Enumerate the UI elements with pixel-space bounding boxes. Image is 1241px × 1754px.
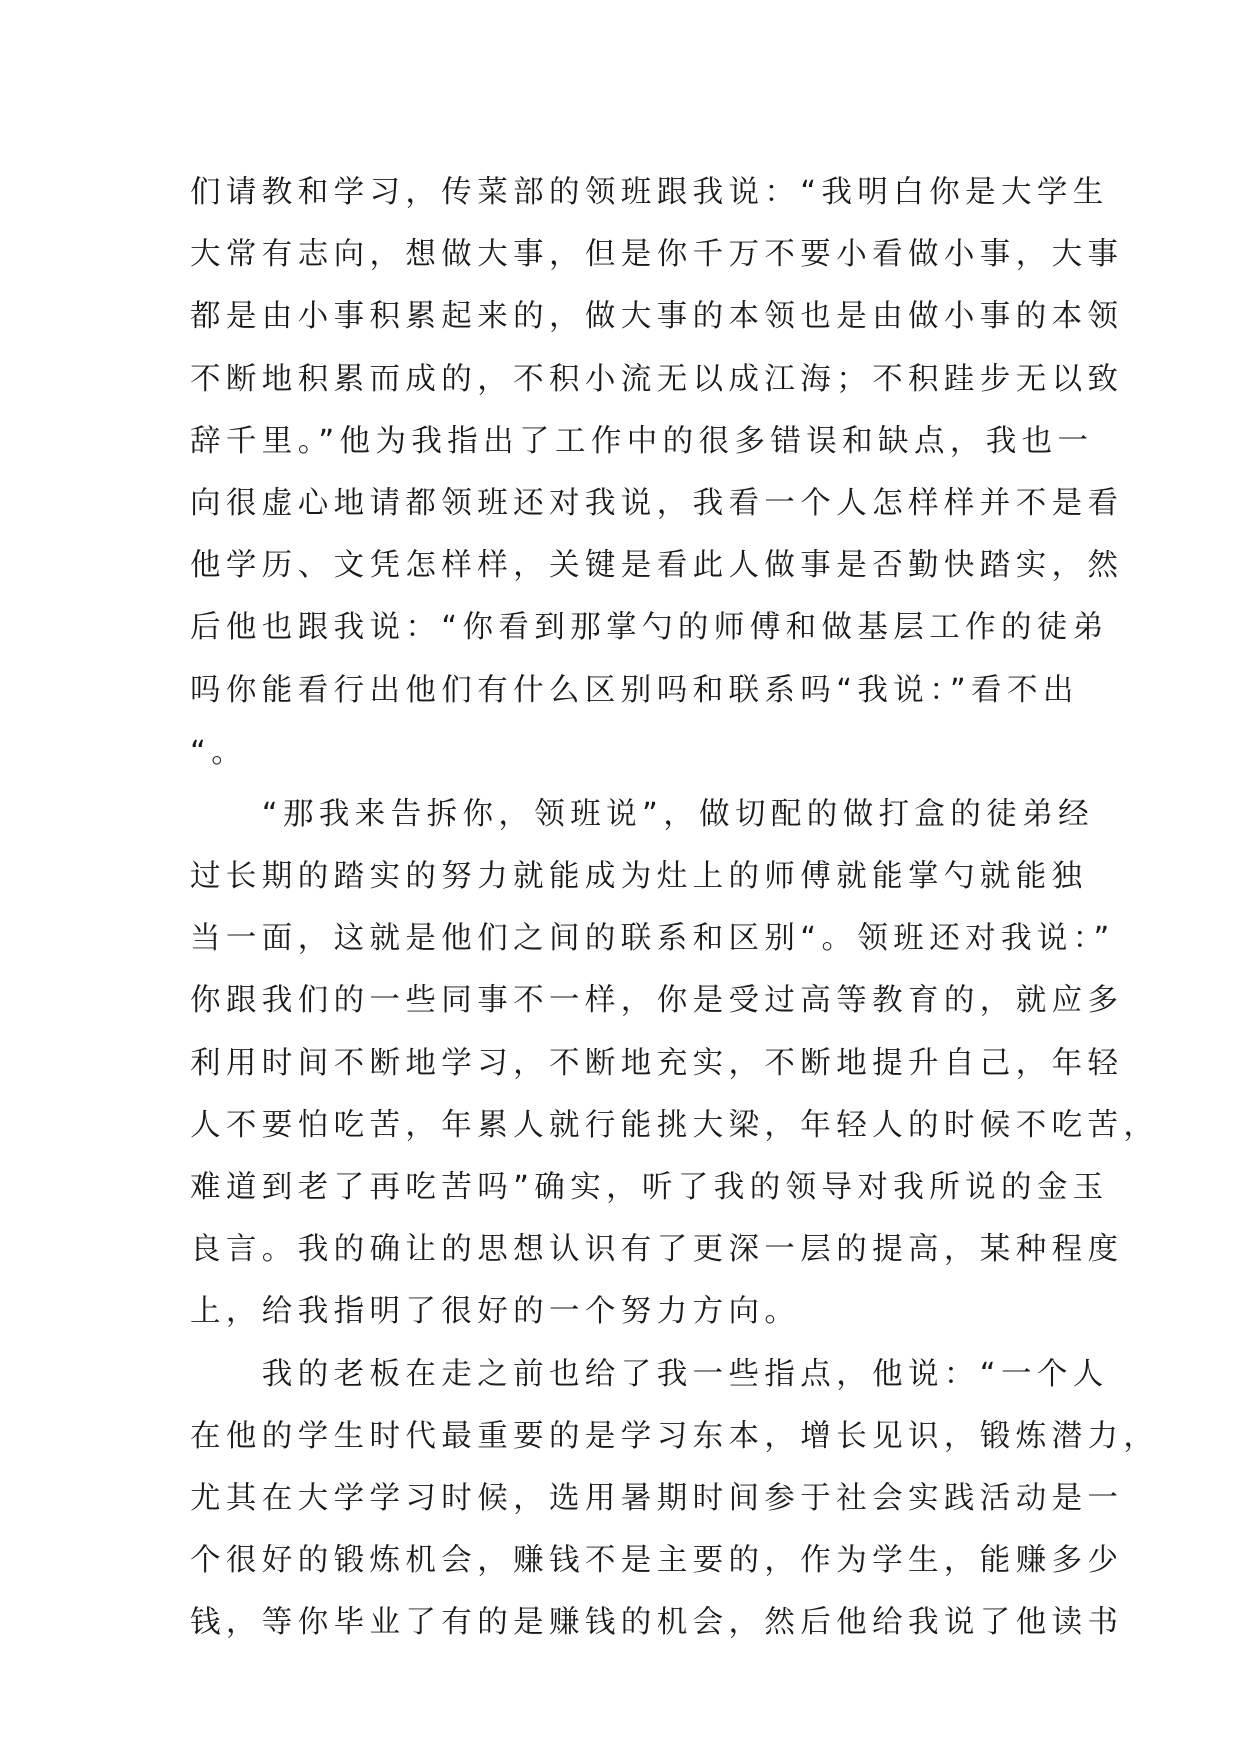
text-line: 大常有志向，想做大事，但是你千万不要小看做小事，大事	[190, 237, 1124, 273]
text-line: 向很虚心地请都领班还对我说，我看一个人怎样样并不是看	[190, 485, 1124, 521]
text-line: 良言。我的确让的思想认识有了更深一层的提高，某种程度	[190, 1232, 1124, 1268]
text-line: 人不要怕吃苦，年累人就行能挑大梁，年轻人的时候不吃苦，	[190, 1107, 1160, 1143]
body-text	[190, 162, 1160, 1655]
text-line: 都是由小事积累起来的，做大事的本领也是由做小事的本领	[190, 299, 1124, 335]
text-line: “那我来告拆你，领班说”，做切配的做打盒的徒弟经	[190, 796, 1095, 832]
text-line: 当一面，这就是他们之间的联系和区别“。领班还对我说：”	[190, 921, 1115, 957]
text-line: 我的老板在走之前也给了我一些指点，他说：“一个人	[190, 1356, 1109, 1392]
text-line: 难道到老了再吃苦吗”确实，听了我的领导对我所说的金玉	[190, 1170, 1109, 1205]
text-line: 个很好的锻炼机会，赚钱不是主要的，作为学生，能赚多少	[190, 1543, 1124, 1579]
text-line: “。	[190, 734, 248, 770]
text-line: 上，给我指明了很好的一个努力方向。	[190, 1294, 801, 1330]
text-line: 不断地积累而成的，不积小流无以成江海；不积跬步无以致	[190, 361, 1124, 397]
text-line: 钱，等你毕业了有的是赚钱的机会，然后他给我说了他读书	[190, 1605, 1124, 1641]
text-line: 吗你能看行出他们有什么区别吗和联系吗“我说：”看不出	[190, 672, 1079, 708]
text-line: 他学历、文凭怎样样，关键是看此人做事是否勤快踏实，然	[190, 548, 1124, 584]
text-line: 后他也跟我说：“你看到那掌勺的师傅和做基层工作的徒弟	[190, 610, 1109, 646]
text-line: 利用时间不断地学习，不断地充实，不断地提升自己，年轻	[190, 1045, 1124, 1081]
text-line: 你跟我们的一些同事不一样，你是受过高等教育的，就应多	[190, 983, 1124, 1019]
text-line: 过长期的踏实的努力就能成为灶上的师傅就能掌勺就能独	[190, 859, 1088, 895]
text-line: 尤其在大学学习时候，选用暑期时间参于社会实践活动是一	[190, 1480, 1124, 1516]
text-line: 辞千里。”他为我指出了工作中的很多错误和缺点，我也一	[190, 423, 1094, 459]
text-line: 在他的学生时代最重要的是学习东本，增长见识，锻炼潜力，	[190, 1418, 1160, 1454]
text-line: 们请教和学习，传菜部的领班跟我说：“我明白你是大学生	[190, 175, 1109, 210]
